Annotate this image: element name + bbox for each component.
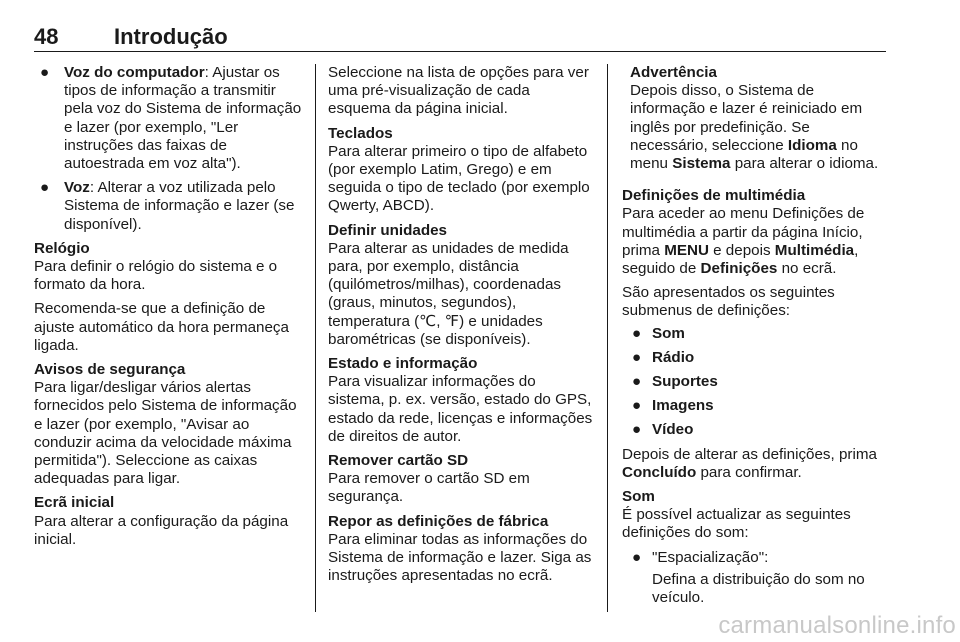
bullet-icon: ● — [632, 548, 642, 566]
submenu-list — [622, 325, 888, 440]
bullet-computer-voice — [34, 64, 302, 173]
section-text: Para alterar as unidades de medida para, por exemplo, distância (quilómetros/milhas), coordenadas (graus, minutos, segundos), temperatura (℃, ℉) e unidades barométricas (se disponíveis). — [328, 239, 569, 348]
list-item — [622, 349, 888, 367]
section-text — [622, 205, 888, 278]
section-keyboards — [328, 125, 594, 216]
section-home-screen — [34, 494, 302, 549]
warning-box — [630, 64, 888, 173]
submenu-label: Imagens — [652, 397, 714, 415]
section-text: São apresentados os seguintes submenus de definições: — [622, 284, 835, 320]
section-text: É possível actualizar as seguintes definições do som: — [622, 506, 851, 542]
section-heading: Ecrã inicial — [34, 494, 115, 512]
page-header — [34, 4, 886, 48]
list-item — [622, 549, 888, 608]
section-heading: Relógio — [34, 239, 90, 257]
submenu-label: Vídeo — [652, 421, 694, 439]
column-divider-2 — [607, 64, 608, 612]
menu-term: Idioma — [787, 136, 837, 154]
bullet-icon: ● — [40, 179, 50, 197]
text-run: , seguido de — [622, 241, 859, 278]
menu-term: Sistema — [672, 155, 731, 173]
bullet-text: : Ajustar os tipos de informação a transmitir pela voz do Sistema de informação e lazer (por exemplo, "Ler instruções das faixas de autoestrada em voz alta"). — [64, 64, 302, 173]
section-heading: Definições de multimédia — [622, 187, 806, 205]
section-text: Para alterar primeiro o tipo de alfabeto (por exemplo Latim, Grego) e em seguida o tipo de teclado (por exemplo Qwerty, ABCD). — [328, 142, 590, 215]
menu-term: Multimédia — [774, 241, 855, 259]
column-1 — [34, 64, 302, 555]
page-number: 48 — [34, 24, 59, 49]
text-run: para alterar o idioma. — [730, 155, 879, 173]
bullet-icon: ● — [632, 348, 642, 366]
section-factory-reset — [328, 513, 594, 586]
bullet-icon: ● — [632, 373, 642, 391]
bullet-voice — [34, 179, 302, 234]
column-3 — [622, 64, 888, 613]
watermark: carmanualsonline.info — [718, 612, 956, 639]
submenu-label: Som — [652, 324, 685, 342]
section-clock — [34, 240, 302, 355]
list-item — [622, 421, 888, 439]
section-text: Para definir o relógio do sistema e o formato da hora. — [34, 258, 278, 294]
bullet-icon: ● — [632, 421, 642, 439]
text-run: e depois — [708, 241, 775, 259]
list-item — [622, 373, 888, 391]
text-run: Para aceder ao menu Definições de multimédia a partir da página Início, prima — [622, 205, 865, 259]
section-text: Recomenda-se que a definição de ajuste automático da hora permaneça ligada. — [34, 300, 289, 354]
column-divider-1 — [315, 64, 316, 612]
bullet-icon: ● — [632, 324, 642, 342]
section-heading: Estado e informação — [328, 355, 478, 373]
section-safety-warnings — [34, 361, 302, 488]
section-text — [622, 446, 888, 482]
warning-text — [630, 82, 888, 173]
section-remove-sd — [328, 452, 594, 507]
submenu-label: Suportes — [652, 373, 718, 391]
sound-list — [622, 549, 888, 608]
text-run: no ecrã. — [777, 260, 837, 278]
text-run: Depois de alterar as definições, prima — [622, 445, 877, 463]
section-status — [328, 355, 594, 446]
menu-term: Concluído — [622, 463, 697, 481]
section-sound — [622, 488, 888, 607]
submenu-label: Rádio — [652, 348, 695, 366]
section-units — [328, 222, 594, 349]
intro-text: Seleccione na lista de opções para ver uma pré-visualização de cada esquema da página inicial. — [328, 64, 589, 118]
bullet-icon: ● — [632, 397, 642, 415]
header-rule — [34, 51, 886, 52]
section-multimedia — [622, 187, 888, 482]
text-run: para confirmar. — [696, 463, 802, 481]
bullet-term: Voz do computador — [64, 64, 205, 81]
list-item-label: "Espacialização": — [652, 548, 769, 566]
menu-term: MENU — [664, 241, 709, 259]
section-text: Para ligar/desligar vários alertas fornecidos pelo Sistema de informação e lazer (por exemplo, "Avisar ao conduzir acima da velocidade máxima permitida"). Seleccione as caixas adequadas para ligar. — [34, 379, 297, 488]
section-text: Para eliminar todas as informações do Sistema de informação e lazer. Siga as instruções apresentadas no ecrã. — [328, 530, 592, 585]
menu-term: Definições — [700, 260, 778, 278]
bullet-term: Voz — [64, 179, 90, 197]
text-run: no menu — [630, 136, 858, 173]
section-text: Para alterar a configuração da página inicial. — [34, 512, 289, 548]
section-heading: Avisos de segurança — [34, 361, 186, 379]
page-title: Introdução — [114, 24, 228, 49]
section-text: Para remover o cartão SD em segurança. — [328, 470, 530, 506]
column-2 — [328, 64, 594, 591]
bullet-icon: ● — [40, 64, 50, 81]
section-heading: Remover cartão SD — [328, 452, 469, 470]
list-item — [622, 397, 888, 415]
warning-heading: Advertência — [630, 64, 717, 81]
section-heading: Definir unidades — [328, 221, 447, 239]
section-text: Para visualizar informações do sistema, p. ex. versão, estado do GPS, estado da rede, licenças e informações de direitos de autor. — [328, 373, 593, 445]
section-heading: Som — [622, 488, 655, 506]
bullet-text: : Alterar a voz utilizada pelo Sistema de informação e lazer (se disponível). — [64, 179, 295, 233]
list-item-detail: Defina a distribuição do som no veículo. — [652, 570, 865, 607]
section-heading: Teclados — [328, 124, 393, 142]
text-run: Depois disso, o Sistema de informação e lazer é reiniciado em inglês por predefinição. Se necessário, seleccione — [630, 82, 863, 154]
list-item — [622, 325, 888, 343]
section-heading: Repor as definições de fábrica — [328, 512, 549, 530]
